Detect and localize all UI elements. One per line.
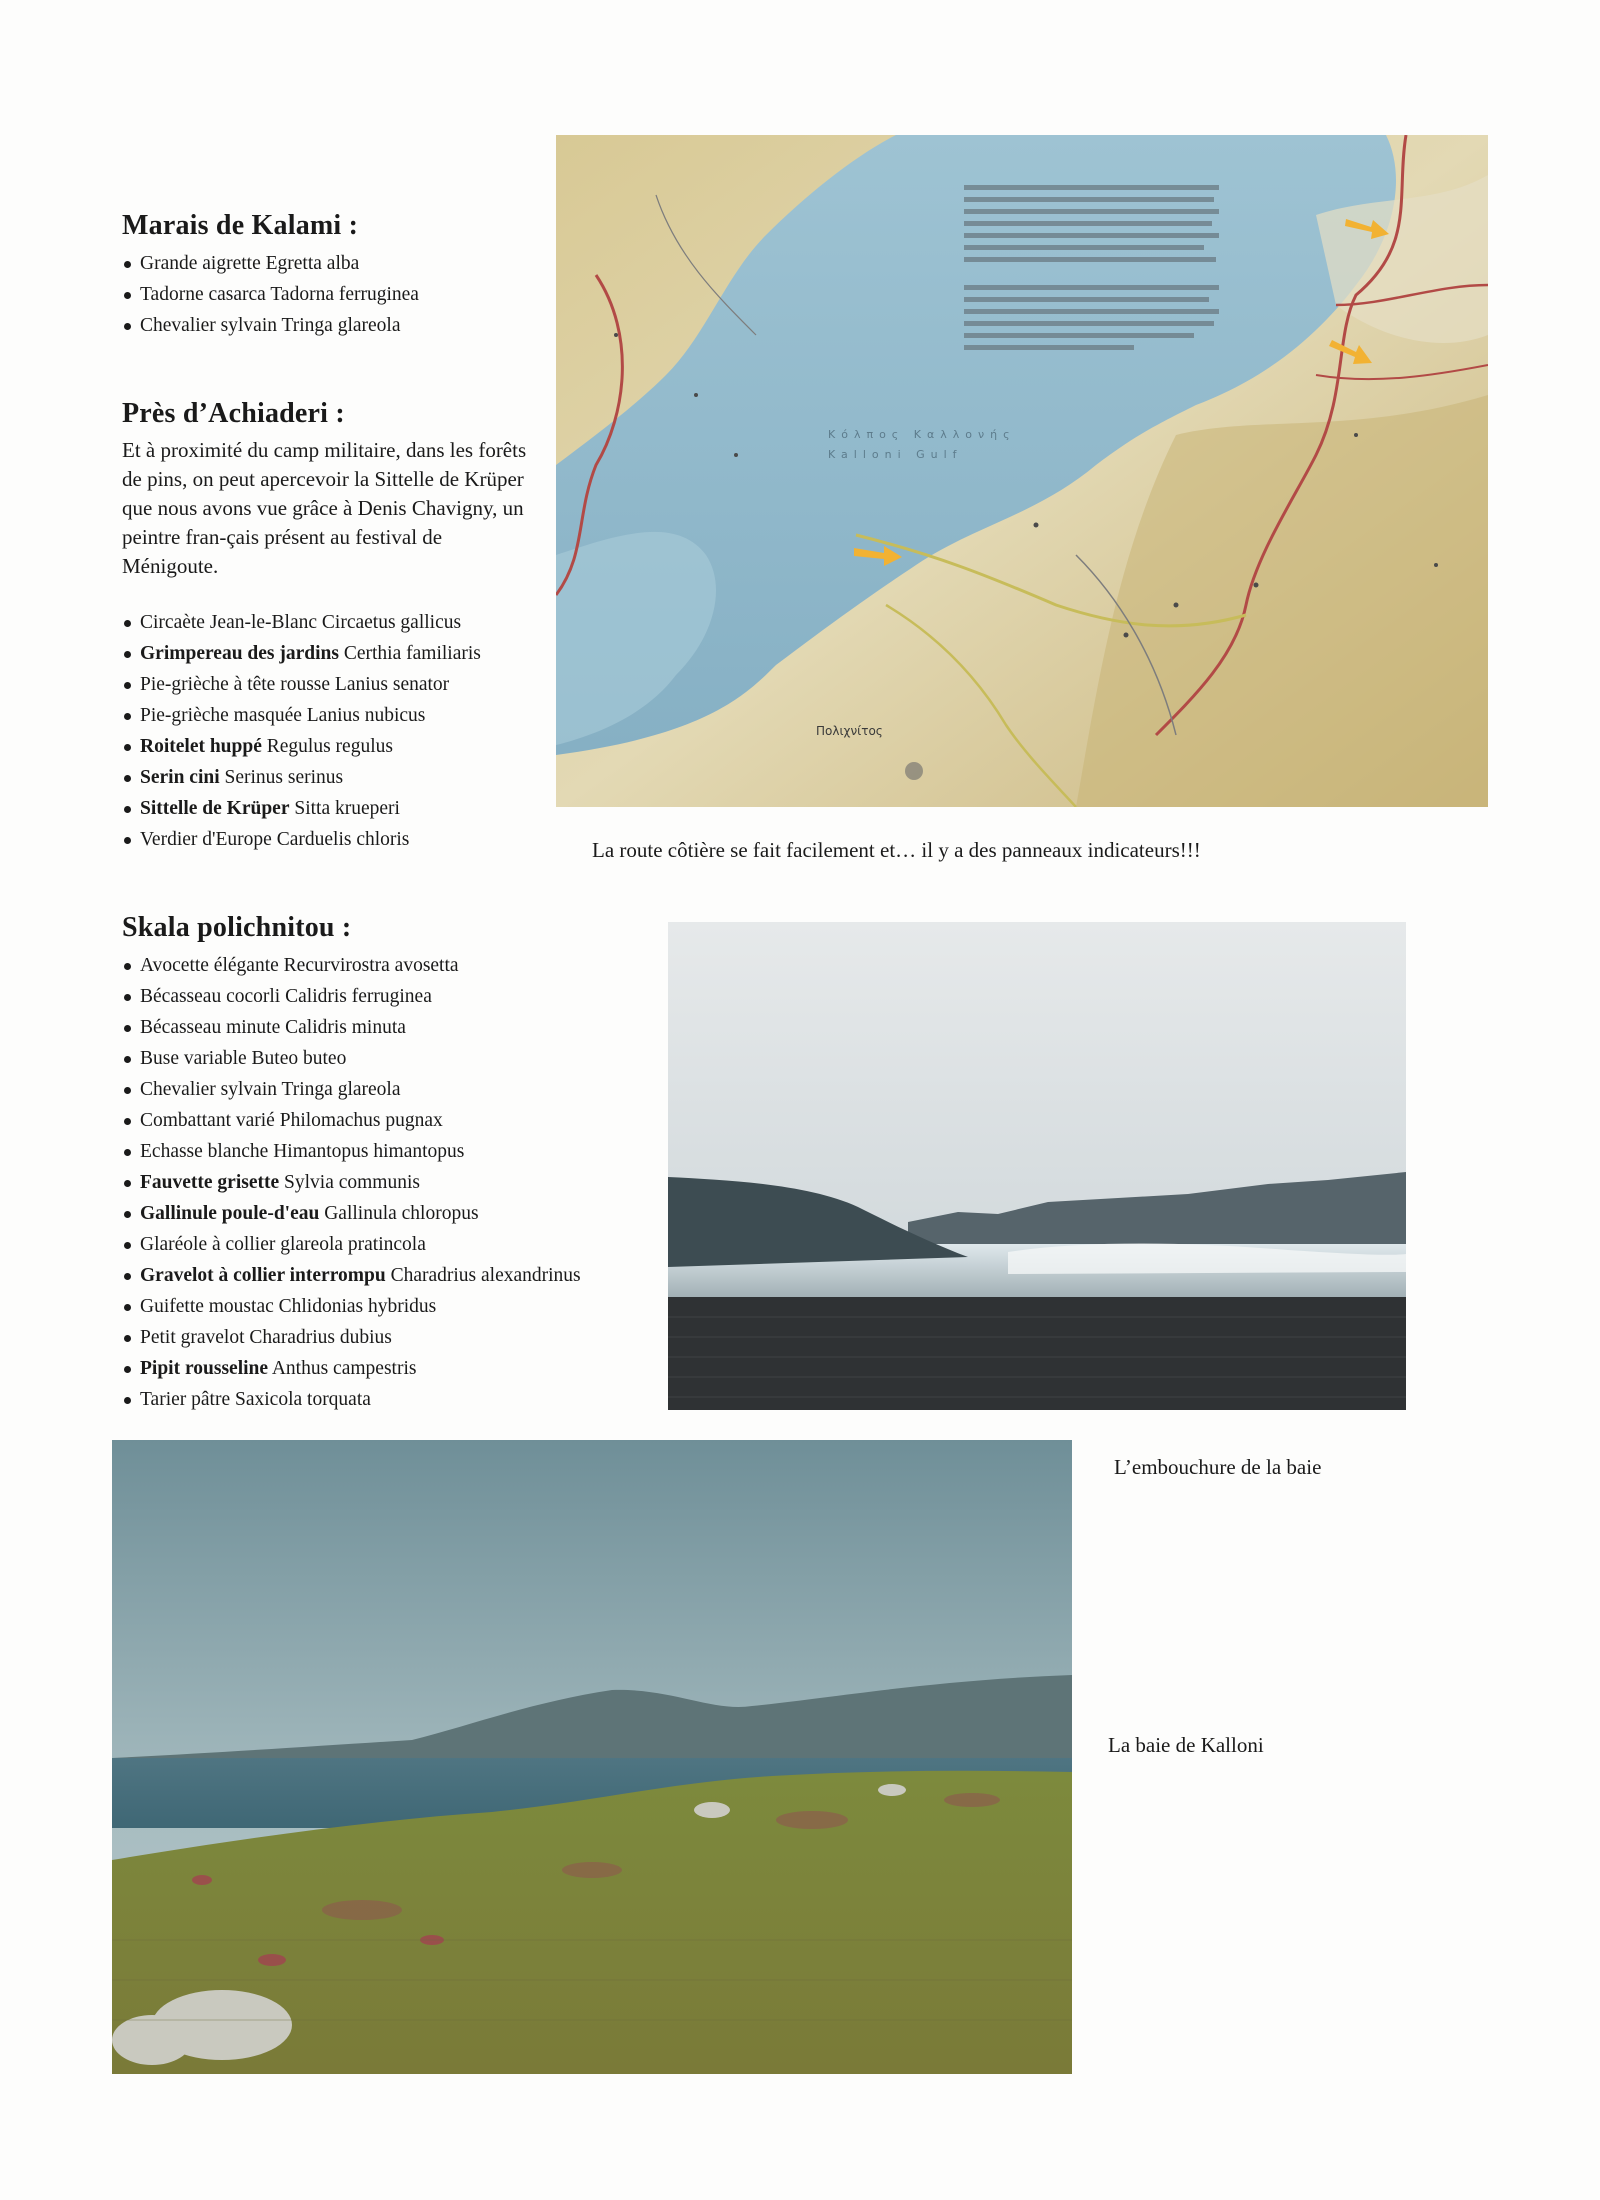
- species-item: [122, 1322, 662, 1353]
- section-kalami: [122, 210, 562, 341]
- species-latin-name: Buteo buteo: [251, 1048, 347, 1069]
- species-common-name: Fauvette grisette: [140, 1172, 280, 1193]
- bay-mouth-illustration: [668, 922, 1406, 1410]
- species-latin-name: Lanius nubicus: [306, 705, 426, 726]
- species-common-name: Buse variable: [140, 1048, 247, 1069]
- map-town-label: Πολιχνίτος: [816, 724, 883, 738]
- species-latin-name: Circaetus gallicus: [321, 612, 462, 633]
- species-item: [122, 279, 562, 310]
- species-common-name: Avocette élégante: [140, 955, 279, 976]
- species-latin-name: Lanius senator: [334, 674, 450, 695]
- species-common-name: Grande aigrette: [140, 253, 261, 274]
- species-common-name: Pie-grièche à tête rousse: [140, 674, 331, 695]
- species-latin-name: Serinus serinus: [224, 767, 344, 788]
- species-item: [122, 669, 542, 700]
- species-item: [122, 1260, 662, 1291]
- species-common-name: Glaréole à collier: [140, 1234, 276, 1255]
- species-latin-name: Certhia familiaris: [343, 643, 481, 664]
- species-item: [122, 638, 542, 669]
- species-item: [122, 700, 542, 731]
- species-item: [122, 950, 662, 981]
- species-common-name: Chevalier sylvain: [140, 315, 278, 336]
- section-title: Près d’Achiaderi :: [122, 398, 345, 429]
- species-item: [122, 1105, 662, 1136]
- species-latin-name: Himantopus himantopus: [273, 1141, 465, 1162]
- species-latin-name: Tadorna ferruginea: [270, 284, 419, 305]
- species-latin-name: Calidris ferruginea: [285, 986, 432, 1007]
- species-item: [122, 1074, 662, 1105]
- map-gulf-label-english: Kalloni Gulf: [828, 448, 963, 461]
- species-item: [122, 1136, 662, 1167]
- photo-kalloni-bay: [112, 1440, 1072, 2074]
- species-latin-name: Tringa glareola: [281, 315, 401, 336]
- species-item: [122, 762, 542, 793]
- species-common-name: Bécasseau cocorli: [140, 986, 281, 1007]
- species-common-name: Gravelot à collier interrompu: [140, 1265, 386, 1286]
- map-photo: [556, 135, 1488, 807]
- species-common-name: Gallinule poule-d'eau: [140, 1203, 320, 1224]
- species-latin-name: Saxicola torquata: [235, 1389, 371, 1410]
- map-caption: La route côtière se fait facilement et… il y a des panneaux indicateurs!!!: [592, 838, 1201, 862]
- species-item: [122, 1353, 662, 1384]
- species-latin-name: Charadrius alexandrinus: [390, 1265, 581, 1286]
- species-common-name: Tadorne casarca: [140, 284, 266, 305]
- species-item: [122, 824, 542, 855]
- species-list-skala: [122, 950, 662, 1415]
- species-item: [122, 981, 662, 1012]
- species-latin-name: Chlidonias hybridus: [278, 1296, 437, 1317]
- bay-caption: La baie de Kalloni: [1108, 1733, 1264, 1757]
- species-common-name: Combattant varié: [140, 1110, 275, 1131]
- species-item: [122, 1291, 662, 1322]
- species-common-name: Circaète Jean-le-Blanc: [140, 612, 318, 633]
- species-latin-name: Gallinula chloropus: [324, 1203, 479, 1224]
- species-latin-name: Regulus regulus: [266, 736, 393, 757]
- photo-bay-mouth: [668, 922, 1406, 1410]
- species-latin-name: Recurvirostra avosetta: [283, 955, 459, 976]
- species-item: [122, 1167, 662, 1198]
- species-common-name: Pipit rousseline: [140, 1358, 269, 1379]
- section-title: Marais de Kalami :: [122, 210, 359, 241]
- species-latin-name: Sitta krueperi: [294, 798, 400, 819]
- section-paragraph: Et à proximité du camp militaire, dans les forêts de pins, on peut apercevoir la Sittelle de Krüper que nous avons vue grâce à Denis Chavigny, un peintre fran-çais présent au festival de Ménigoute.: [122, 438, 527, 578]
- species-common-name: Chevalier sylvain: [140, 1079, 278, 1100]
- species-item: [122, 248, 562, 279]
- species-item: [122, 1229, 662, 1260]
- species-common-name: Serin cini: [140, 767, 220, 788]
- species-common-name: Guifette moustac: [140, 1296, 274, 1317]
- map-gulf-label-greek: Κόλπος Καλλονής: [828, 428, 1016, 441]
- section-achiaderi: [122, 398, 542, 855]
- species-item: [122, 1012, 662, 1043]
- species-common-name: Petit gravelot: [140, 1327, 245, 1348]
- species-latin-name: Carduelis chloris: [276, 829, 410, 850]
- section-skala: [122, 912, 662, 1415]
- species-item: [122, 1198, 662, 1229]
- species-common-name: Tarier pâtre: [140, 1389, 231, 1410]
- species-item: [122, 1384, 662, 1415]
- species-common-name: Sittelle de Krüper: [140, 798, 290, 819]
- section-title: Skala polichnitou :: [122, 912, 352, 943]
- species-common-name: Roitelet huppé: [140, 736, 262, 757]
- species-item: [122, 1043, 662, 1074]
- species-item: [122, 793, 542, 824]
- species-latin-name: Tringa glareola: [281, 1079, 401, 1100]
- species-latin-name: Calidris minuta: [285, 1017, 406, 1038]
- species-common-name: Verdier d'Europe: [140, 829, 272, 850]
- species-list-kalami: [122, 248, 562, 341]
- species-latin-name: Philomachus pugnax: [279, 1110, 443, 1131]
- kalloni-map-illustration: [556, 135, 1488, 807]
- species-common-name: Bécasseau minute: [140, 1017, 281, 1038]
- species-item: [122, 310, 562, 341]
- species-common-name: Grimpereau des jardins: [140, 643, 339, 664]
- bay-mouth-caption: L’embouchure de la baie: [1114, 1455, 1322, 1479]
- species-item: [122, 731, 542, 762]
- species-common-name: Echasse blanche: [140, 1141, 269, 1162]
- species-latin-name: Egretta alba: [265, 253, 360, 274]
- species-list-achiaderi: [122, 607, 542, 855]
- species-latin-name: Charadrius dubius: [249, 1327, 392, 1348]
- species-latin-name: Sylvia communis: [284, 1172, 420, 1193]
- species-common-name: Pie-grièche masquée: [140, 705, 302, 726]
- species-item: [122, 607, 542, 638]
- kalloni-bay-illustration: [112, 1440, 1072, 2074]
- species-latin-name: glareola pratincola: [280, 1234, 426, 1255]
- species-latin-name: Anthus campestris: [271, 1358, 417, 1379]
